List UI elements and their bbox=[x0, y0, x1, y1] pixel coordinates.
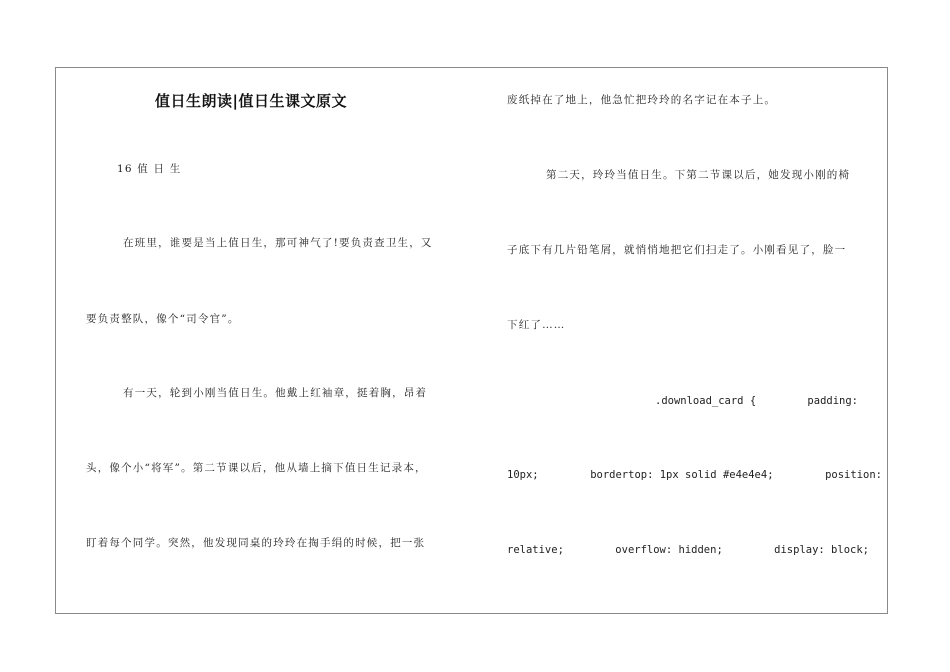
code-fragment: display: block; bbox=[774, 544, 869, 556]
lesson-heading: 16 值 日 生 bbox=[117, 163, 182, 175]
document-title: 值日生朗读|值日生课文原文 bbox=[155, 92, 347, 110]
code-fragment: .download_card { bbox=[655, 395, 757, 407]
code-line-1 bbox=[655, 394, 858, 408]
code-line-3 bbox=[507, 543, 869, 557]
right-line-3: 子底下有几片铅笔屑，就悄悄地把它们扫走了。小刚看见了，脸一 bbox=[507, 244, 847, 256]
code-fragment: padding: bbox=[807, 395, 858, 407]
code-fragment: position: bbox=[825, 469, 882, 481]
right-line-1: 废纸掉在了地上，他急忙把玲玲的名字记在本子上。 bbox=[507, 94, 777, 106]
left-line-1: 在班里，谁要是当上值日生，那可神气了!要负责查卫生，又 bbox=[123, 237, 433, 249]
left-line-2: 要负责整队，像个“司令官”。 bbox=[86, 313, 240, 325]
code-line-2 bbox=[507, 468, 882, 482]
right-line-4: 下红了…… bbox=[507, 319, 566, 331]
code-fragment: 10px; bbox=[507, 469, 539, 481]
code-fragment: relative; bbox=[507, 544, 564, 556]
page-frame bbox=[55, 67, 888, 614]
code-fragment: overflow: hidden; bbox=[615, 544, 723, 556]
left-line-5: 盯着每个同学。突然，他发现同桌的玲玲在掏手绢的时候，把一张 bbox=[86, 537, 426, 549]
right-line-2: 第二天，玲玲当值日生。下第二节课以后，她发现小刚的椅 bbox=[546, 169, 851, 181]
left-line-3: 有一天，轮到小刚当值日生。他戴上红袖章，挺着胸，昂着 bbox=[123, 387, 428, 399]
left-line-4: 头，像个小“将军”。第二节课以后，他从墙上摘下值日生记录本， bbox=[86, 462, 427, 474]
code-fragment: bordertop: 1px solid #e4e4e4; bbox=[590, 469, 774, 481]
